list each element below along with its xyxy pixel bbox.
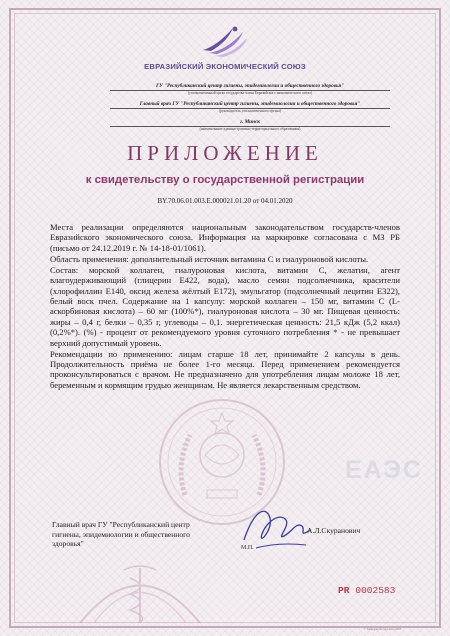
issuer-block: [110, 83, 390, 95]
signer-position-line: Главный врач ГУ "Республиканский центр: [52, 520, 190, 529]
city-name: г. Минск: [240, 119, 260, 125]
body-paragraph-scope: Область применения: дополнительный источник витамина С и гиалуроновой кислоты.: [50, 253, 369, 264]
city-note: (наименование административно-территориального образования): [199, 127, 301, 132]
eaeu-logo-icon: [199, 20, 251, 60]
body-paragraph-recommendations: Рекомендации по применению: лицам старше 18 лет, принимайте 2 капсулы в день. Продолжительность приёма не более 1-го месяца. Перед применением рекомендуется проконсультироваться с врачом. Не предназначено для употребления лицам моложе 18 лет, беременным и кормящим грудью женщинам. Не является лекарственным средством.: [50, 348, 400, 390]
head-name: Главный врач ГУ "Республиканский центр гигиены, эпидемиологии и общественного здоровья": [139, 101, 361, 107]
stamp-label: М.П.: [241, 545, 254, 551]
signer-position-line: здоровья": [52, 539, 84, 549]
signer-name: А.Л.Скуранович: [307, 526, 361, 535]
signer-position: [52, 520, 217, 549]
registration-number: BY.70.06.01.003.Е.000021.01.20 от 04.01.2020: [157, 197, 293, 205]
serial-digits: 0002583: [355, 585, 396, 596]
head-block: [110, 101, 390, 113]
union-title: ЕВРАЗИЙСКИЙ ЭКОНОМИЧЕСКИЙ СОЮЗ: [144, 62, 306, 71]
document-title: ПРИЛОЖЕНИЕ: [127, 141, 323, 165]
body-paragraph-places: Места реализации определяются национальным законодательством государств-членов Евразийского экономического союза. Информация на маркировке согласована с МЗ РБ (письмо от 24.12.2019 г. № 14-18-01/1061).: [50, 222, 400, 253]
serial-prefix: PR: [338, 585, 350, 596]
issuer-note: (уполномоченный орган государства-члена Евразийского экономического союза): [187, 91, 313, 96]
serial-number: [338, 585, 395, 596]
certificate-body: [50, 222, 400, 390]
body-paragraph-composition: Состав: морской коллаген, гиалуроновая кислота, витамин С, желатин, агент влагоудерживающий (глицерин Е422, вода), масло семян подсолнечника, красители (хлорофиллин Е140, оксид железа жёлтый Е172), эмульгатор (подсолнечный лецитин Е322), белый воск пчел. Содержание на 1 капсулу: морской коллаген – 150 мг, витамин С (L-аскорбиновая кислота) – 60 мг (100%*), гиалуроновая кислота – 30 мг. Пищевая ценность: жиры – 0,4 г, белки – 0,35 г, углеводы – 0,1. энергетическая ценность: 21,5 кДж (5,2 ккал) (0,2%*). (%) - процент от рекомендуемого уровня суточного потребления * - не превышает верхний допустимый уровень.: [50, 264, 400, 348]
issuer-name: ГУ "Республиканский центр гигиены, эпидемиологии и общественного здоровья": [156, 83, 344, 89]
head-note: (руководитель уполномоченного органа): [218, 109, 282, 114]
eaeu-watermark: ЕАЭС: [345, 456, 423, 484]
document-subtitle: к свидетельству о государственной регистрации: [85, 174, 365, 186]
city-block: [110, 119, 390, 131]
signer-position-line: гигиены, эпидемиологии и общественного: [52, 529, 190, 539]
printer-imprint: © Хайндрич Ресурсгрупп 2018: [364, 628, 401, 631]
caduceus-emblem-icon: [60, 548, 220, 623]
